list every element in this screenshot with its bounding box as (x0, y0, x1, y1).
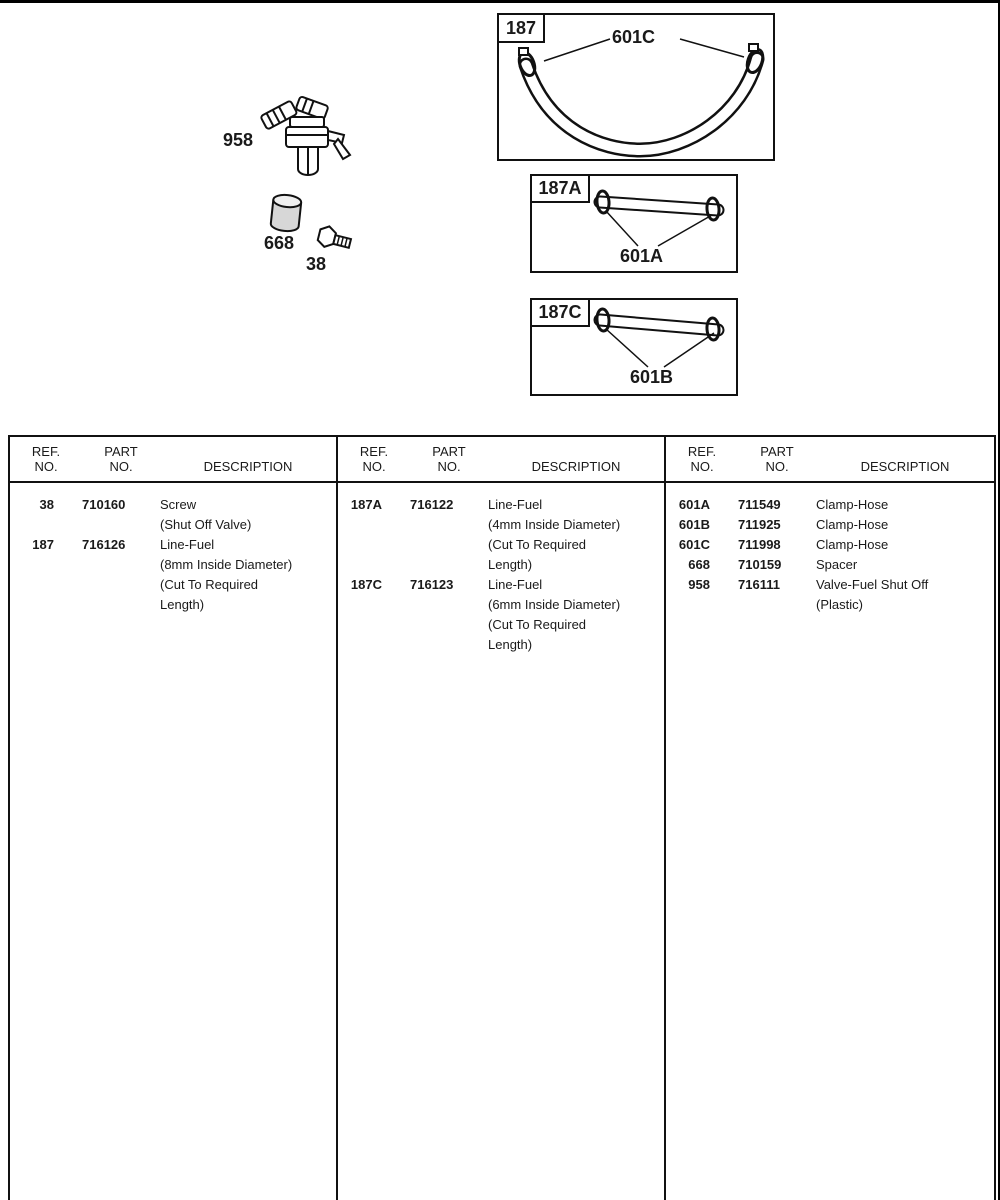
fuel-hose-187C-drawing (596, 309, 720, 367)
ref-no-header (666, 444, 738, 481)
header-line: REF. (359, 444, 389, 459)
description-line: Length) (488, 637, 533, 652)
description (160, 495, 336, 535)
part-no: 716122 (410, 497, 454, 512)
screw-drawing (317, 225, 353, 253)
ref-no: 187A (350, 497, 382, 512)
header-line: PART (432, 444, 466, 459)
description-line: Clamp-Hose (816, 537, 889, 552)
description-header: DESCRIPTION (860, 459, 950, 474)
description (816, 495, 994, 515)
description-header: DESCRIPTION (531, 459, 621, 474)
description-line: (Cut To Required (488, 617, 587, 632)
description-line: (Plastic) (816, 597, 863, 612)
callout-601B: 601B (630, 367, 674, 387)
column-body (10, 483, 336, 615)
header-line: NO. (362, 459, 386, 474)
table-row (10, 495, 336, 535)
ref-no: 187C (350, 577, 382, 592)
fuel-hose-187-drawing (516, 39, 765, 150)
panel-tag-187: 187 (497, 13, 545, 43)
description-line: (6mm Inside Diameter) (488, 597, 621, 612)
description-line: Screw (160, 497, 197, 512)
part-no: 710160 (82, 497, 126, 512)
ref-no: 601B (678, 517, 710, 532)
ref-no: 38 (39, 497, 54, 512)
description-line: Line-Fuel (160, 537, 215, 552)
description-line: Spacer (816, 557, 858, 572)
parts-table-column-2 (338, 437, 666, 1200)
column-header (338, 437, 664, 483)
header-line: NO. (765, 459, 789, 474)
fuel-hose-187A-drawing (596, 191, 720, 246)
spacer-drawing (270, 194, 302, 233)
part-no: 711925 (738, 517, 781, 532)
column-header (10, 437, 336, 483)
description-line: (Cut To Required (160, 577, 259, 592)
description (488, 575, 664, 655)
description-header: DESCRIPTION (203, 459, 293, 474)
table-row (338, 495, 664, 575)
parts-table-column-1 (10, 437, 338, 1200)
description-line: (4mm Inside Diameter) (488, 517, 621, 532)
header-line: REF. (687, 444, 717, 459)
header-line: NO. (437, 459, 461, 474)
ref-no-header (338, 444, 410, 481)
panel-tag-187A: 187A (530, 174, 590, 203)
ref-no: 958 (688, 577, 710, 592)
description-line: Length) (160, 597, 205, 612)
column-body (338, 483, 664, 655)
table-row (666, 555, 994, 575)
callout-958: 958 (223, 130, 254, 150)
table-row (10, 535, 336, 615)
description (488, 495, 664, 575)
description-line: Length) (488, 557, 533, 572)
table-row (666, 535, 994, 555)
callout-601A: 601A (620, 246, 664, 266)
table-row (338, 575, 664, 655)
description (816, 535, 994, 555)
ref-no: 601C (678, 537, 710, 552)
part-no: 711998 (738, 537, 781, 552)
fuel-valve-drawing (260, 96, 350, 175)
ref-no-header (10, 444, 82, 481)
parts-table (8, 435, 996, 1200)
ref-no: 187 (32, 537, 54, 552)
part-no: 716123 (410, 577, 454, 592)
header-line: NO. (109, 459, 133, 474)
description (816, 555, 994, 575)
callout-601C: 601C (612, 27, 656, 47)
description-line: (8mm Inside Diameter) (160, 557, 293, 572)
ref-no: 601A (678, 497, 710, 512)
description-line: (Cut To Required (488, 537, 587, 552)
header-line: PART (760, 444, 794, 459)
header-line: REF. (31, 444, 61, 459)
callout-668: 668 (264, 233, 295, 253)
panel-tag-187C: 187C (530, 298, 590, 327)
callout-38: 38 (306, 254, 327, 274)
description (816, 575, 994, 615)
column-header (666, 437, 994, 483)
description (816, 515, 994, 535)
part-no: 716126 (82, 537, 126, 552)
part-no: 716111 (738, 577, 780, 592)
description-line: (Shut Off Valve) (160, 517, 252, 532)
part-no: 711549 (738, 497, 781, 512)
description-line: Line-Fuel (488, 497, 543, 512)
table-row (666, 575, 994, 615)
part-no-header (410, 444, 488, 481)
description-line: Clamp-Hose (816, 497, 889, 512)
description (160, 535, 336, 615)
table-row (666, 495, 994, 515)
part-no-header (82, 444, 160, 481)
diagram-artwork (0, 3, 1000, 433)
header-line: NO. (34, 459, 58, 474)
column-body (666, 483, 994, 615)
part-no: 710159 (738, 557, 782, 572)
table-row (666, 515, 994, 535)
header-line: PART (104, 444, 138, 459)
description-line: Clamp-Hose (816, 517, 889, 532)
description-line: Valve-Fuel Shut Off (816, 577, 929, 592)
parts-table-column-3 (666, 437, 994, 1200)
header-line: NO. (690, 459, 714, 474)
ref-no: 668 (688, 557, 710, 572)
part-no-header (738, 444, 816, 481)
description-line: Line-Fuel (488, 577, 543, 592)
